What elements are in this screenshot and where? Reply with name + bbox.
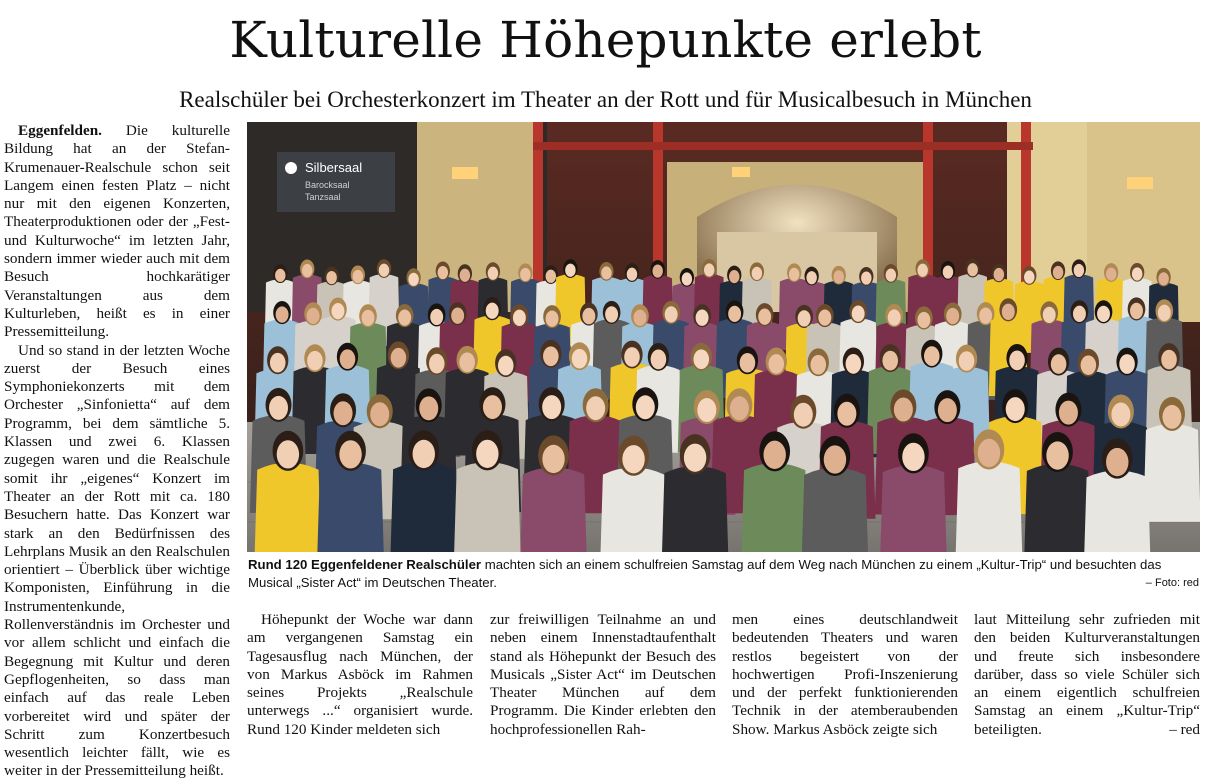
author-sign: – red (1169, 720, 1200, 738)
caption-bold-lead: Rund 120 Eggenfeldener Realschüler (248, 557, 482, 572)
column-3-text: zur freiwilligen Teilnahme an und neben einem Innenstadtaufenthalt stand als Höhepunkt der Besuch des Musicals „Sister Act“ im Deutschen Theater München auf dem Programm. Die Kinder erlebten den hochprofessionellen Rah- (490, 611, 716, 738)
article-column-4 (732, 611, 958, 741)
column-2-text: Höhepunkt der Woche war dann am vergangenen Samstag ein Tagesausflug nach München, der von Markus Asböck im Rahmen seines Projekts „Realschule unterwegs ...“ organisiert wurde. Rund 120 Kinder meldeten sich (247, 611, 473, 738)
paragraph-2: Und so stand in der letzten Woche zuerst der Besuch eines Symphoniekonzerts mit dem Orchester „Sinfonietta“ auf dem Programm, bei dem sämtliche 5. Klassen und zwei 6. Klassen zugegen waren und die Realschule somit ihr „eigenes“ Konzert im Theater an der Rott mit ca. 180 Besuchern hatte. Das Konzert war stark an den Bedürfnissen des Lehrplans Musik an den Realschulen orientiert – Überblick über wichtige Komponisten, Einführung in die Instrumentenkunde, Rollenverständnis im Orchester und vor allem schlicht und einfach die Begegnung mit Kultur und deren Gepflogenheiten, so dass man einfach auf das reale Leben vorbereitet wird und später der Schritt zum Konzertbesuch wesentlich leichter fällt, wie es weiter in der Pressemitteilung heißt. (4, 341, 230, 780)
article-column-5 (974, 611, 1200, 741)
paragraph-1: Die kulturelle Bildung hat an der Stefan-Krumenauer-Realschule schon seit Langem einen festen Platz – nicht nur mit den eigenen Konzerten, Theaterproduktionen oder der „Fest- und Kulturwoche“ im letzten Jahr, sondern immer wieder auch mit dem Besuch hochkarätiger Veranstaltungen aus dem Kulturleben, heißt es in einer Pressemitteilung. (4, 122, 230, 341)
article-column-1 (4, 122, 230, 781)
article-column-2 (247, 611, 473, 741)
subheadline: Realschüler bei Orchesterkonzert im Theater an der Rott und für Musicalbesuch in München (179, 87, 1032, 112)
dateline: Eggenfelden. (18, 122, 102, 139)
caption-text: machten sich an einem schulfreien Samstag auf dem Weg nach München zu einem „Kultur-Trip“ und besuchten das Musical „Sister Act“ im Deutschen Theater. (248, 557, 1162, 590)
group-photo (247, 122, 1200, 552)
article-column-3 (490, 611, 716, 741)
sign-title: Silbersaal (305, 160, 363, 175)
sign-line-3: Tanzsaal (305, 192, 341, 202)
photo-caption (248, 556, 1200, 592)
group-photo-illustration (247, 122, 1200, 552)
headline: Kulturelle Höhepunkte erlebt (229, 11, 982, 69)
column-5-text: laut Mitteilung sehr zufrieden mit den beiden Kulturveranstaltungen und freute sich insbesondere darüber, dass so viele Schüler sich an einem eigentlich schulfreien Samstag an einem „Kultur-Trip“ beteiligten. (974, 611, 1200, 738)
column-4-text: men eines deutschlandweit bedeutenden Theaters und waren restlos begeistert von der hochwertigen Profi-Inszenierung und der perfekt funktionierenden Technik in der atemberaubenden Show. Markus Asböck zeigte sich (732, 611, 958, 738)
photo-credit: – Foto: red (1145, 577, 1199, 589)
sign-line-2: Barocksaal (305, 180, 350, 190)
